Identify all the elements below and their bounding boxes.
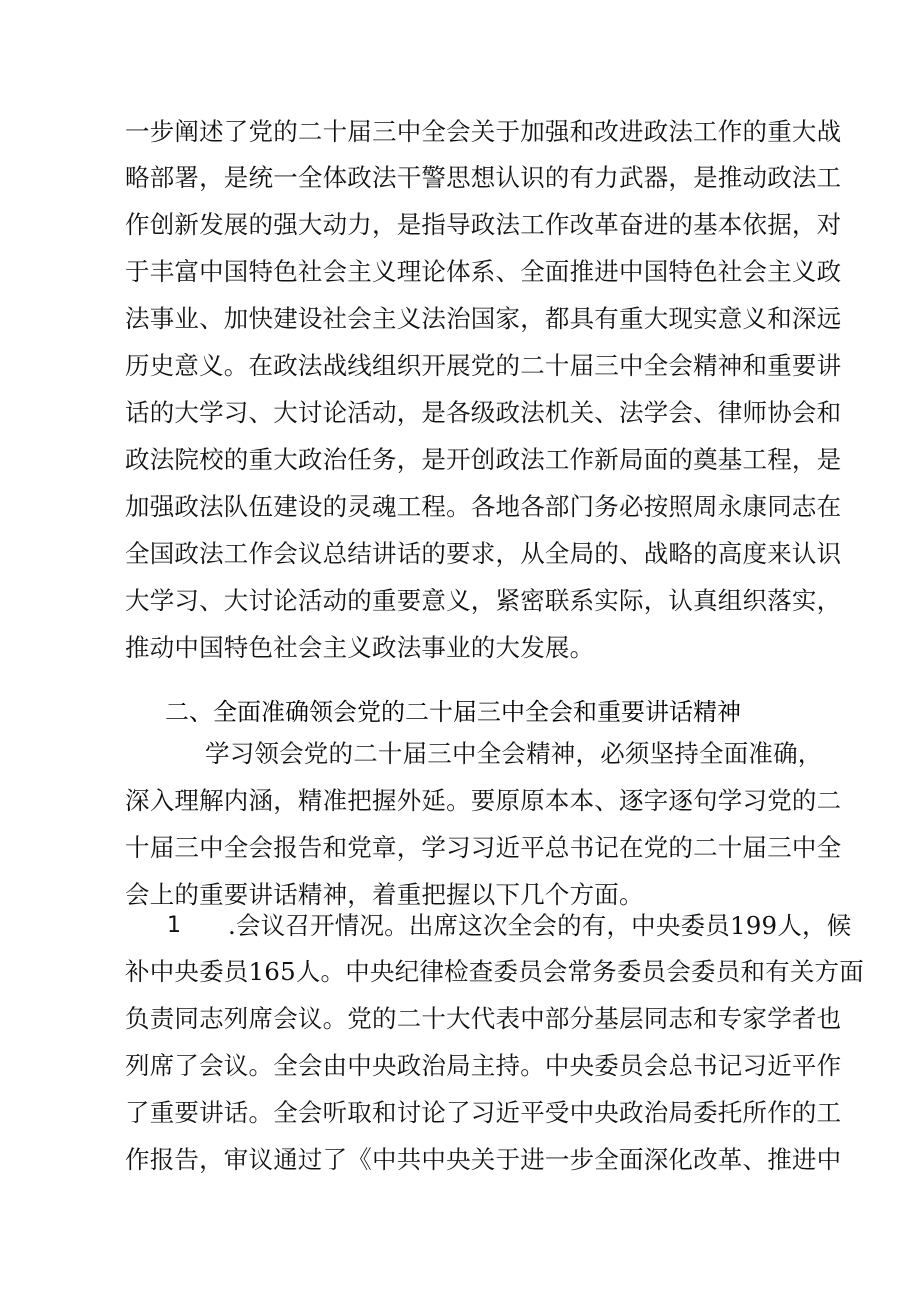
paragraph-1-line-4: 于丰富中国特色社会主义理论体系、全面推进中国特色社会主义政 (125, 257, 842, 286)
paragraph-3-line-4: 列席了会议。全会由中央政治局主持。中央委员会总书记习近平作 (125, 1051, 842, 1080)
paragraph-1-line-9: 加强政法队伍建设的灵魂工程。各地各部门务必按照周永康同志在 (125, 492, 842, 521)
paragraph-3-line-2: 补中央委员165人。中央纪律检查委员会常务委员会委员和有关方面 (125, 957, 864, 986)
paragraph-1-line-1: 一步阐述了党的二十届三中全会关于加强和改进政法工作的重大战 (125, 117, 842, 146)
section-heading-2: 二、全面准确领会党的二十届三中全会和重要讲话精神 (165, 698, 741, 726)
list-item-number: 1 (167, 913, 181, 938)
paragraph-2-line-4: 会上的重要讲话精神，着重把握以下几个方面。 (125, 880, 644, 909)
paragraph-3-line-3: 负责同志列席会议。党的二十大代表中部分基层同志和专家学者也 (125, 1004, 842, 1033)
paragraph-3-line-6: 作报告，审议通过了《中共中央关于进一步全面深化改革、推进中 (125, 1145, 842, 1174)
paragraph-1-line-2: 略部署，是统一全体政法干警思想认识的有力武器，是推动政法工 (125, 163, 842, 192)
paragraph-1-line-8: 政法院校的重大政治任务，是开创政法工作新局面的奠基工程，是 (125, 445, 842, 474)
paragraph-1-line-12: 推动中国特色社会主义政法事业的大发展。 (125, 633, 595, 662)
paragraph-2-line-3: 十届三中全会报告和党章，学习习近平总书记在党的二十届三中全 (125, 833, 842, 862)
paragraph-1-line-10: 全国政法工作会议总结讲话的要求，从全局的、战略的高度来认识 (125, 539, 842, 568)
paragraph-1-line-11: 大学习、大讨论活动的重要意义，紧密联系实际，认真组织落实， (125, 586, 842, 615)
paragraph-1-line-5: 法事业、加快建设社会主义法治国家，都具有重大现实意义和深远 (125, 304, 842, 333)
paragraph-2-line-2: 深入理解内涵，精准把握外延。要原原本本、逐字逐句学习党的二 (125, 786, 842, 815)
paragraph-1-line-3: 作创新发展的强大动力，是指导政法工作改革奋进的基本依据，对 (125, 210, 842, 239)
paragraph-2-line-1: 学习领会党的二十届三中全会精神，必须坚持全面准确， (205, 739, 823, 768)
paragraph-1-line-7: 话的大学习、大讨论活动，是各级政法机关、法学会、律师协会和 (125, 398, 842, 427)
paragraph-3-line-1: .会议召开情况。出席这次全会的有，中央委员199人，候 (228, 911, 852, 940)
paragraph-1-line-6: 历史意义。在政法战线组织开展党的二十届三中全会精神和重要讲 (125, 351, 842, 380)
paragraph-3-line-5: 了重要讲话。全会听取和讨论了习近平受中央政治局委托所作的工 (125, 1098, 842, 1127)
